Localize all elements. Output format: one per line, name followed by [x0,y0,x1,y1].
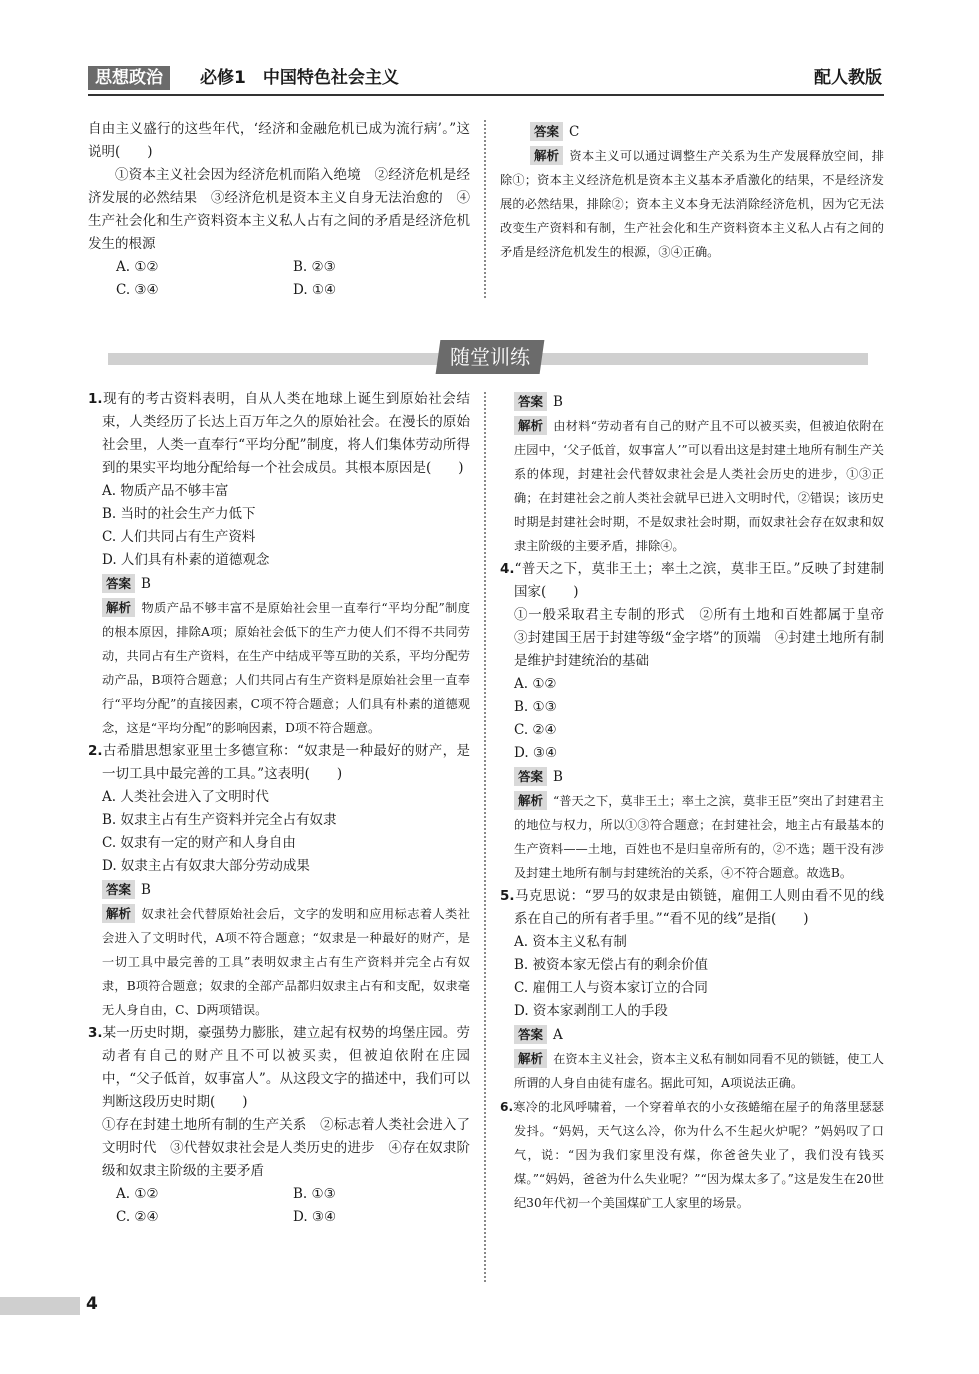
option-a: A. 物质产品不够丰富 [102,483,229,499]
subject-label: 思想政治 [88,66,170,90]
option-b: B. 当时的社会生产力低下 [102,506,256,522]
explain-tag: 解析 [102,598,135,617]
question-number: 6. [500,1100,514,1114]
banner-title: 随堂训练 [436,340,545,374]
edition-label: 配人教版 [814,68,882,88]
explanation-text: 奴隶社会代替原始社会后，文字的发明和应用标志着人类社会进入了文明时代，A项不符合题意；“奴隶是一种最好的财产，是一切工具中最完善的工具”表明奴隶主占有生产资料并完全占有奴隶，B项符合题意；奴隶的全部产品都归奴隶主占有和支配，奴隶毫无人身自由，C、D两项错误。 [102,907,470,1017]
explanation [88,902,470,1022]
question-statements: ①资本主义社会因为经济危机而陷入绝境 ②经济危机是经济发展的必然结果 ③经济危机是资本主义自身无法治愈的 ④生产社会化和生产资料资本主义私人占有之间的矛盾是经济危机发生的根源 [88,167,470,252]
question-number: 4. [500,561,515,577]
explanation-text: 由材料“劳动者有自己的财产且不可以被买卖，但被迫依附在庄园中，‘父子低首，奴事富人’”可以看出这是封建土地所有制生产关系的体现，封建社会代替奴隶社会是人类社会历史的进步，①③正确；在封建社会之前人类社会就早已进入文明时代，②错误；该历史时期是封建社会时期，不是奴隶社会时期，而奴隶社会存在奴隶和奴隶主阶级的主要矛盾，排除④。 [514,419,884,553]
question-stem: 某一历史时期，豪强势力膨胀，建立起有权势的坞堡庄园。劳动者有自己的财产且不可以被买卖，但被迫依附在庄园中，“父子低首，奴事富人”。从这段文字的描述中，我们可以判断这段历史时期( ) [102,1025,470,1110]
option-a: A. ①② [514,676,557,692]
option-d: D. 人们具有朴素的道德观念 [102,552,270,568]
options-row [88,256,470,279]
top-right-answer [500,120,884,264]
right-column [500,390,898,1215]
question-5 [500,885,884,1095]
option-c: C. 奴隶有一定的财产和人身自由 [102,835,296,851]
answer-value: B [553,394,563,410]
explanation [500,789,884,885]
option-d: D. ①④ [293,282,337,298]
option-d: D. ③④ [293,1209,337,1225]
option-d: D. 资本家剥削工人的手段 [514,1003,668,1019]
answer-value: C [569,124,580,140]
answer-line [88,879,470,902]
options-row [88,279,470,302]
answer-tag: 答案 [530,122,563,141]
answer-value: B [141,882,151,898]
answer-line [500,391,884,414]
book-title: 必修1 中国特色社会主义 [200,68,399,88]
page-number-bar [0,1297,80,1315]
explain-tag: 解析 [514,1049,547,1068]
option-b: B. 被资本家无偿占有的剩余价值 [514,957,709,973]
options-row [88,1183,470,1206]
option-d: D. ③④ [514,745,558,761]
option-b: B. ①③ [293,1186,336,1202]
column-divider [484,392,486,1282]
question-3-answer [500,391,884,558]
question-number: 3. [88,1025,103,1041]
page-number: 4 [86,1294,98,1314]
question-number: 1. [88,391,103,407]
option-b: B. ①③ [514,699,557,715]
options-row [88,1206,470,1229]
answer-tag: 答案 [102,880,135,899]
option-b: B. ②③ [293,259,336,275]
section-banner [108,340,868,374]
option-c: C. 雇佣工人与资本家订立的合同 [514,980,708,996]
question-statements: ①存在封建土地所有制的生产关系 ②标志着人类社会进入了文明时代 ③代替奴隶社会是人类历史的进步 ④存在奴隶阶级和奴隶主阶级的主要矛盾 [102,1117,470,1179]
option-a: A. ①② [116,1186,159,1202]
explanation-text: 资本主义可以通过调整生产关系为生产发展释放空间，排除①；资本主义经济危机是资本主义基本矛盾激化的结果，不是经济发展的必然结果，排除②；资本主义本身无法消除经济危机，因为它无法改变生产资料和有制，生产社会化和生产资料资本主义私人占有之间的矛盾是经济危机发生的根源，③④正确。 [500,149,884,259]
question-stem: 现有的考古资料表明，自从人类在地球上诞生到原始社会结束，人类经历了长达上百万年之久的原始社会。在漫长的原始社会里，人类一直奉行“平均分配”制度，将人们集体劳动所得到的果实平均地分配给每一个社会成员。其根本原因是( ) [102,391,470,476]
option-a: A. 人类社会进入了文明时代 [102,789,269,805]
option-c: C. ③④ [116,282,159,298]
question-number: 2. [88,743,103,759]
answer-line [500,1024,884,1047]
left-column [88,388,470,1229]
answer-tag: 答案 [514,1025,547,1044]
answer-line [500,121,884,144]
top-left-question [88,118,470,302]
question-stem: 古希腊思想家亚里士多德宣称：“奴隶是一种最好的财产，是一切工具中最完善的工具。”这表明( ) [102,743,470,782]
explain-tag: 解析 [102,904,135,923]
question-stem: 寒冷的北风呼啸着，一个穿着单衣的小女孩蜷缩在屋子的角落里瑟瑟发抖。“妈妈，天气这么冷，你为什么不生起火炉呢？”妈妈叹了口气，说：“因为我们家里没有煤，你爸爸失业了，我们没有钱买煤。”“妈妈，爸爸为什么失业呢？”“因为煤太多了。”这是发生在20世纪30年代初一个美国煤矿工人家里的场景。 [513,1100,884,1210]
explanation [88,596,470,740]
explanation [500,414,884,558]
answer-tag: 答案 [514,392,547,411]
question-3 [88,1022,470,1229]
explain-tag: 解析 [514,791,547,810]
question-stem: 自由主义盛行的这些年代，‘经济和金融危机已成为流行病’。”这说明( ) [88,121,470,160]
option-c: C. 人们共同占有生产资料 [102,529,256,545]
option-d: D. 奴隶主占有奴隶大部分劳动成果 [102,858,310,874]
option-c: C. ②④ [116,1209,159,1225]
explanation [500,1047,884,1095]
question-statements: ①一般采取君主专制的形式 ②所有土地和百姓都属于皇帝 ③封建国王居于封建等级“金字塔”的顶端 ④封建土地所有制是维护封建统治的基础 [514,607,898,669]
answer-line [500,766,884,789]
answer-value: A [553,1027,563,1043]
question-6 [500,1095,884,1215]
question-2 [88,740,470,1022]
option-c: C. ②④ [514,722,557,738]
question-1 [88,388,470,740]
explain-tag: 解析 [530,146,563,165]
question-number: 5. [500,888,515,904]
question-4 [500,558,898,885]
explanation [500,144,884,264]
explanation-text: 物质产品不够丰富不是原始社会里一直奉行“平均分配”制度的根本原因，排除A项；原始社会低下的生产力使人们不得不共同劳动，共同占有生产资料，在生产中结成平等互助的关系，平均分配劳动产品，B项符合题意；人们共同占有生产资料是原始社会里一直奉行“平均分配”的直接因素，C项不符合题意；人们具有朴素的道德观念，这是“平均分配”的影响因素，D项不符合题意。 [102,601,470,735]
answer-value: B [141,576,151,592]
answer-tag: 答案 [514,767,547,786]
answer-line [88,573,470,596]
explanation-text: 在资本主义社会，资本主义私有制如同看不见的锁链，使工人所谓的人身自由徒有虚名。据此可知，A项说法正确。 [514,1052,884,1090]
explain-tag: 解析 [514,416,547,435]
explanation-text: “普天之下，莫非王土；率土之滨，莫非王臣”突出了封建君主的地位与权力，所以①③符合题意；在封建社会，地主占有最基本的生产资料——土地，百姓也不是归皇帝所有的，②不选；题干没有涉及封建土地所有制与封建统治的关系，④不符合题意。故选B。 [514,794,884,880]
question-stem: “普天之下，莫非王土；率土之滨，莫非王臣。”反映了封建制国家( ) [514,561,884,600]
option-a: A. 资本主义私有制 [514,934,627,950]
question-stem: 马克思说：“罗马的奴隶是由锁链，雇佣工人则由看不见的线系在自己的所有者手里。”“看不见的线”是指( ) [514,888,884,927]
option-a: A. ①② [116,259,159,275]
page-header [88,62,884,96]
answer-tag: 答案 [102,574,135,593]
option-b: B. 奴隶主占有生产资料并完全占有奴隶 [102,812,337,828]
answer-value: B [553,769,563,785]
column-divider [484,120,486,298]
